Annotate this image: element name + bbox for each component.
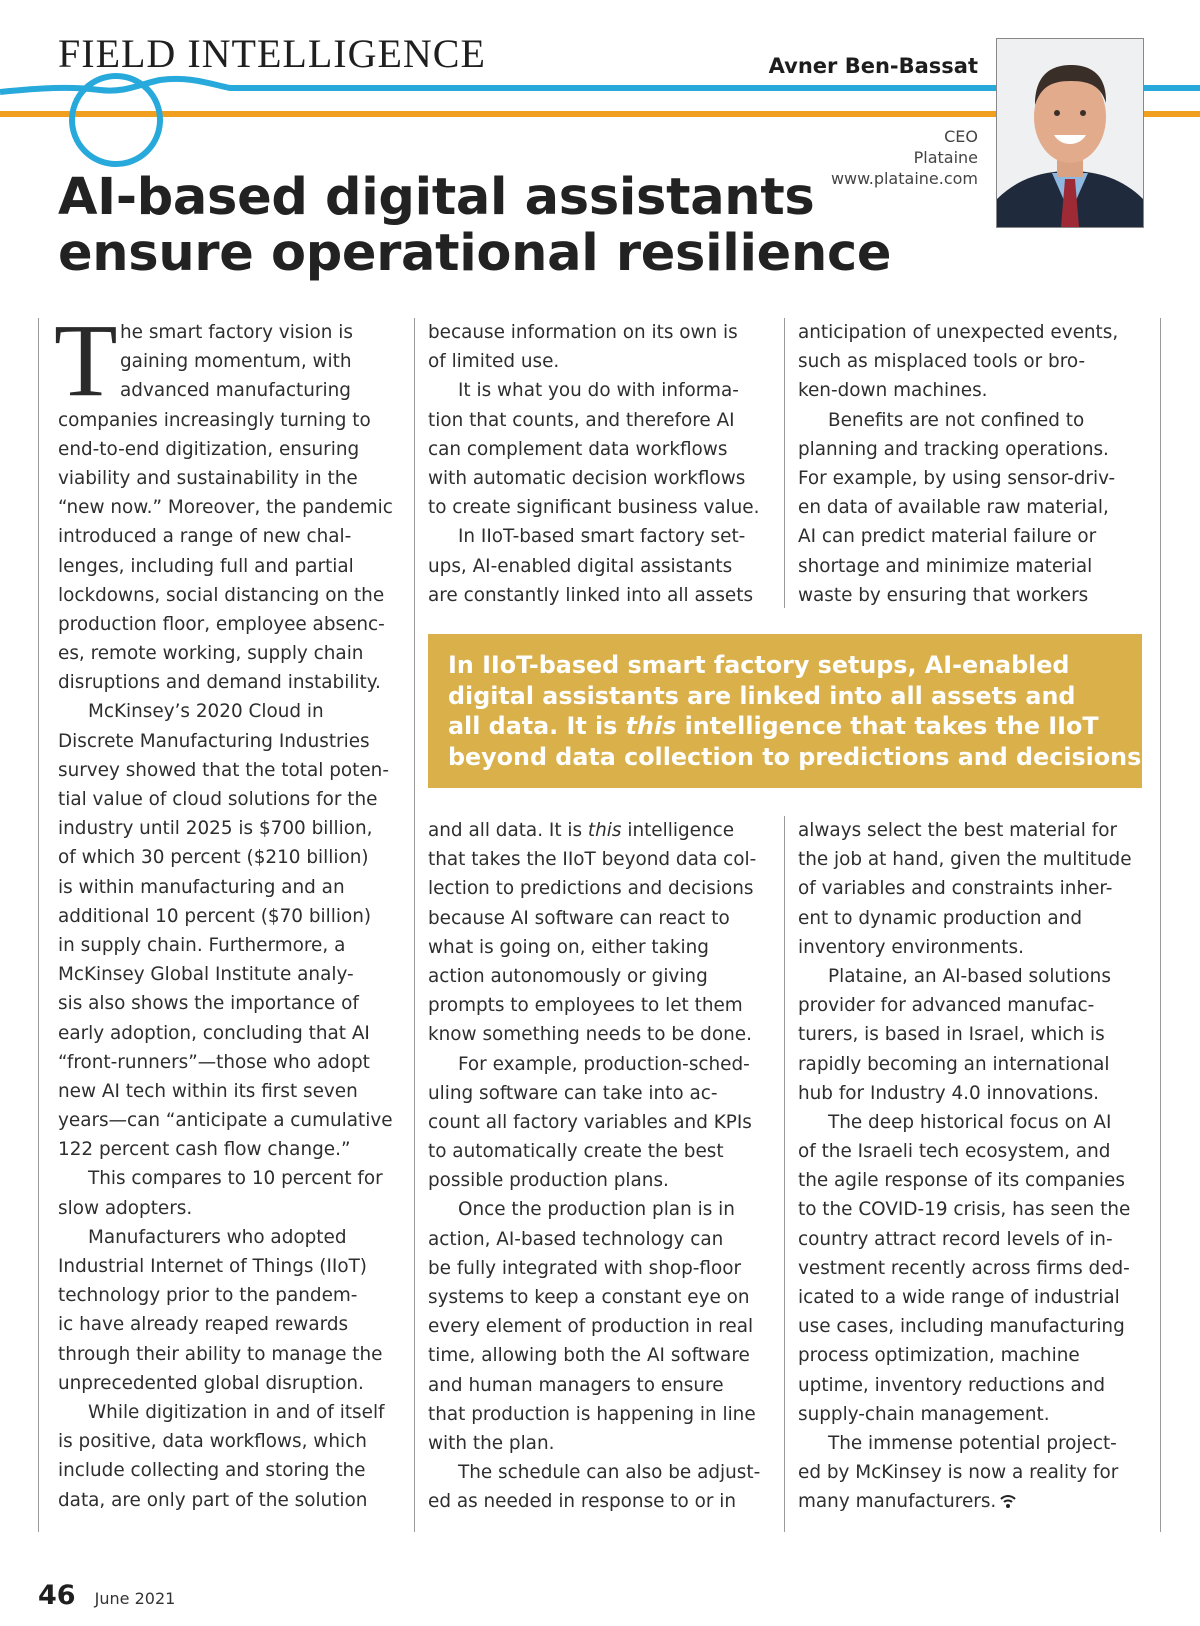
text-line: unprecedented global disruption. (58, 1372, 364, 1394)
text-line: early adoption, concluding that AI (58, 1022, 370, 1044)
text-line: that takes the IIoT beyond data col- (428, 849, 757, 871)
text-line: prompts to employees to let them (428, 995, 743, 1017)
text-line: such as misplaced tools or bro- (798, 351, 1086, 373)
text-line: uling software can take into ac- (428, 1082, 718, 1104)
end-mark-icon (1000, 1495, 1016, 1509)
text-line: companies increasingly turning to (58, 409, 371, 431)
text-line: with automatic decision workflows (428, 467, 746, 489)
drop-cap: T (54, 303, 118, 418)
text-line: systems to keep a constant eye on (428, 1287, 750, 1308)
text-line: the job at hand, given the multitude (798, 849, 1132, 871)
text-line: and human managers to ensure (428, 1374, 724, 1396)
text-line: of which 30 percent ($210 billion) (58, 847, 369, 869)
text-line: vestment recently across firms ded- (798, 1257, 1130, 1279)
issue-date: June 2021 (94, 1589, 176, 1608)
column-rule (414, 318, 415, 1532)
text-line: uptime, inventory reductions and (798, 1374, 1106, 1396)
text-line: always select the best material for (798, 820, 1118, 841)
text-line: to create significant business value. (428, 497, 760, 519)
text-line: rapidly becoming an international (798, 1053, 1110, 1075)
text-line: hub for Industry 4.0 innovations. (798, 1082, 1100, 1104)
pull-quote-line: In IIoT-based smart factory setups, AI-enabled (448, 651, 1070, 679)
column-2-top (428, 318, 759, 610)
text-line: in supply chain. Furthermore, a (58, 934, 346, 956)
text-line: The schedule can also be adjust- (458, 1462, 761, 1484)
text-line: are constantly linked into all assets (428, 584, 754, 606)
pull-quote-line: all data. It is this intelligence that takes the IIoT (448, 712, 1099, 740)
text-line: planning and tracking operations. (798, 438, 1109, 460)
column-1 (58, 406, 393, 1515)
author-website[interactable]: www.plataine.com (830, 169, 978, 188)
text-line: because information on its own is (428, 322, 738, 343)
text-line: use cases, including manufacturing (798, 1316, 1125, 1338)
text-line: The immense potential project- (828, 1432, 1117, 1454)
text-line: is positive, data workflows, which (58, 1431, 367, 1453)
text-line: es, remote working, supply chain (58, 643, 364, 665)
pull-quote (428, 634, 1151, 788)
text-line: possible production plans. (428, 1170, 669, 1192)
text-line: inventory environments. (798, 936, 1024, 958)
text-line: ed by McKinsey is now a reality for (798, 1462, 1119, 1484)
text-line: end-to-end digitization, ensuring (58, 438, 360, 460)
text-line: advanced manufacturing (120, 380, 351, 402)
text-line: shortage and minimize material (798, 555, 1093, 577)
text-line: gaining momentum, with (120, 351, 352, 373)
text-line: with the plan. (428, 1432, 555, 1454)
text-line: data, are only part of the solution (58, 1489, 368, 1511)
text-line: he smart factory vision is (120, 322, 353, 343)
text-line: additional 10 percent ($70 billion) (58, 905, 372, 927)
text-line: ed as needed in response to or in (428, 1491, 737, 1513)
column-3-top (798, 318, 1118, 610)
text-line: technology prior to the pandem- (58, 1285, 358, 1307)
headline-line: ensure operational resilience (58, 224, 892, 283)
text-line: icated to a wide range of industrial (798, 1287, 1120, 1308)
text-line: through their ability to manage the (58, 1343, 383, 1365)
text-line: McKinsey’s 2020 Cloud in (88, 701, 324, 723)
pull-quote-text (448, 650, 1150, 772)
text-line: lockdowns, social distancing on the (58, 584, 385, 606)
text-line: can complement data workflows (428, 438, 728, 460)
text-line: Benefits are not confined to (828, 409, 1085, 431)
text-line: turers, is based in Israel, which is (798, 1024, 1105, 1046)
text-line: the agile response of its companies (798, 1170, 1125, 1192)
text-line: what is going on, either taking (428, 936, 709, 958)
headline (58, 170, 891, 282)
text-line: introduced a range of new chal- (58, 526, 352, 548)
text-line: viability and sustainability in the (58, 467, 358, 489)
text-line: lenges, including full and partial (58, 555, 354, 577)
text-line: waste by ensuring that workers (798, 584, 1089, 606)
page-footer (38, 1580, 175, 1611)
text-line: The deep historical focus on AI (828, 1111, 1112, 1133)
text-line: Manufacturers who adopted (88, 1226, 347, 1248)
text-line: tial value of cloud solutions for the (58, 789, 378, 811)
author-company: Plataine (913, 148, 978, 167)
text-line: “front-runners”—those who adopt (58, 1051, 370, 1073)
text-line: Plataine, an AI-based solutions (828, 965, 1111, 987)
text-line: know something needs to be done. (428, 1024, 752, 1046)
text-line: and all data. It is this intelligence (428, 820, 735, 841)
pull-quote-line: beyond data collection to predictions and decisions. (448, 742, 1151, 771)
column-rule (784, 318, 785, 608)
column-2-bottom (428, 816, 760, 1517)
text-line: new AI tech within its first seven (58, 1080, 358, 1102)
text-line: action, AI-based technology can (428, 1228, 724, 1250)
text-line: supply-chain management. (798, 1403, 1050, 1425)
text-line: It is what you do with informa- (458, 380, 739, 402)
text-line: ups, AI-enabled digital assistants (428, 555, 733, 577)
text-line: For example, production-sched- (458, 1053, 750, 1075)
text-line: production floor, employee absenc- (58, 613, 385, 635)
text-line: of variables and constraints inher- (798, 878, 1113, 900)
text-line: count all factory variables and KPIs (428, 1111, 752, 1133)
text-line: “new now.” Moreover, the pandemic (58, 497, 393, 519)
text-line: disruptions and demand instability. (58, 672, 381, 694)
text-line: McKinsey Global Institute analy- (58, 964, 354, 986)
text-line: tion that counts, and therefore AI (428, 409, 735, 431)
text-line: In IIoT-based smart factory set- (458, 526, 746, 548)
text-line: every element of production in real (428, 1316, 754, 1338)
text-line: years—can “anticipate a cumulative (58, 1110, 393, 1132)
text-line: be fully integrated with shop-floor (428, 1257, 742, 1279)
text-line: AI can predict material failure or (798, 526, 1097, 548)
author-photo (996, 38, 1144, 228)
text-line: country attract record levels of in- (798, 1228, 1113, 1250)
section-title: FIELD INTELLIGENCE (58, 31, 486, 76)
text-line: Discrete Manufacturing Industries (58, 730, 370, 752)
text-line: provider for advanced manufac- (798, 995, 1095, 1017)
text-line: action autonomously or giving (428, 965, 708, 987)
text-line: of the Israeli tech ecosystem, and (798, 1141, 1111, 1163)
column-3-bottom (798, 816, 1132, 1517)
text-line: because AI software can react to (428, 907, 730, 929)
author-name: Avner Ben-Bassat (768, 54, 978, 78)
text-line: anticipation of unexpected events, (798, 322, 1119, 343)
column-1-opening (120, 318, 353, 406)
text-line: This compares to 10 percent for (88, 1168, 383, 1190)
text-line: slow adopters. (58, 1197, 193, 1219)
text-line: to automatically create the best (428, 1141, 724, 1163)
author-title: CEO (944, 127, 978, 146)
text-line: 122 percent cash flow change.” (58, 1139, 351, 1161)
text-line: many manufacturers. (798, 1487, 1132, 1516)
text-line: While digitization in and of itself (88, 1401, 385, 1423)
text-line: For example, by using sensor-driv- (798, 467, 1116, 489)
text-line: that production is happening in line (428, 1403, 756, 1425)
column-rule (1160, 318, 1161, 1532)
text-line: en data of available raw material, (798, 497, 1109, 519)
headline-line: AI-based digital assistants (58, 168, 815, 227)
text-line: Once the production plan is in (458, 1199, 735, 1221)
text-line: ic have already reaped rewards (58, 1314, 349, 1336)
text-line: industry until 2025 is $700 billion, (58, 818, 373, 840)
column-rule (784, 816, 785, 1532)
text-line: Industrial Internet of Things (IIoT) (58, 1256, 367, 1278)
text-line: include collecting and storing the (58, 1460, 366, 1482)
text-line: of limited use. (428, 351, 560, 373)
text-line: is within manufacturing and an (58, 876, 345, 898)
page-number: 46 (38, 1580, 76, 1611)
text-line: sis also shows the importance of (58, 993, 359, 1015)
text-line: time, allowing both the AI software (428, 1345, 750, 1367)
text-line: ent to dynamic production and (798, 907, 1082, 929)
text-line: process optimization, machine (798, 1345, 1080, 1367)
text-line: to the COVID-19 crisis, has seen the (798, 1199, 1131, 1221)
column-rule (38, 318, 39, 1532)
pull-quote-line: digital assistants are linked into all assets and (448, 681, 1076, 710)
text-line: survey showed that the total poten- (58, 759, 389, 781)
text-line: ken-down machines. (798, 380, 988, 402)
text-line: lection to predictions and decisions (428, 878, 754, 900)
